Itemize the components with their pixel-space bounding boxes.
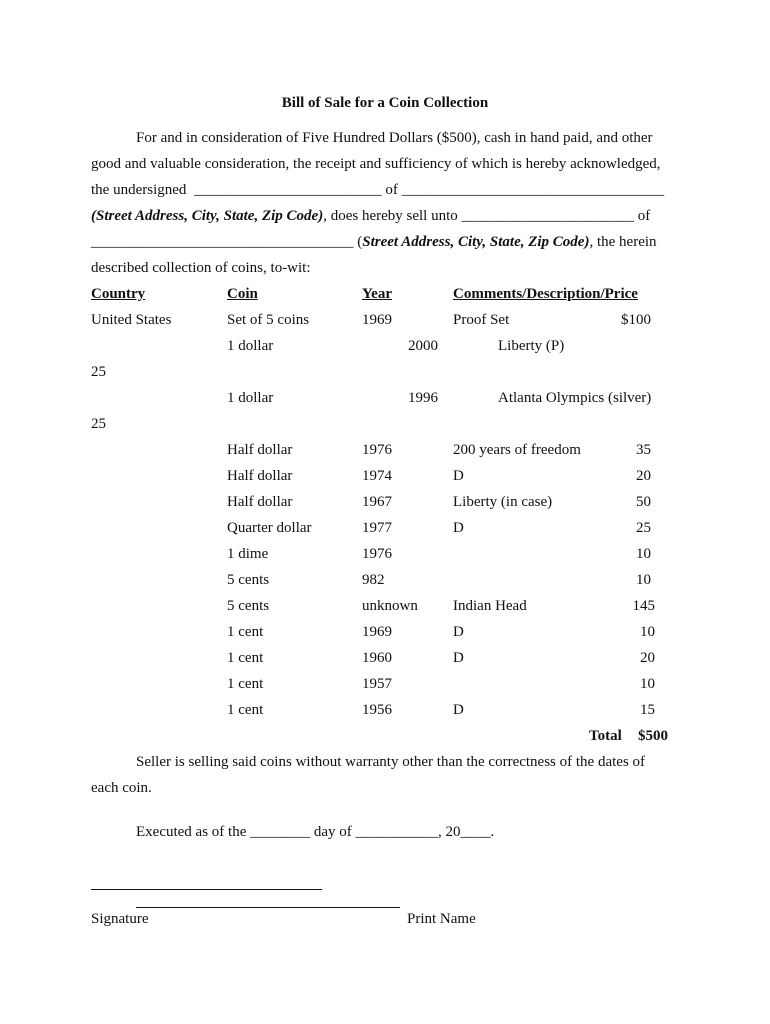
- row-price: 15: [640, 702, 655, 718]
- of-label-2: of: [637, 208, 651, 224]
- row-coin: 1 cent: [227, 650, 264, 666]
- intro-line-3: [91, 181, 664, 199]
- row-price: 20: [636, 468, 651, 484]
- header-country: Country: [91, 286, 146, 302]
- row-price: 10: [636, 572, 651, 588]
- row-description: Proof Set: [453, 312, 510, 328]
- row-price: 145: [632, 598, 655, 614]
- row-coin: Half dollar: [227, 494, 293, 510]
- warranty-line-1: Seller is selling said coins without warranty other than the correctness of the dates of: [136, 754, 646, 770]
- row-description: D: [453, 468, 464, 484]
- seller-name-blank[interactable]: _________________________: [194, 182, 382, 198]
- row-year: 1974: [362, 468, 392, 484]
- signature-label: Signature: [91, 911, 149, 927]
- row-description: Indian Head: [453, 598, 527, 614]
- undersigned-label: the undersigned: [91, 182, 187, 198]
- row-year: 1976: [362, 442, 392, 458]
- row-coin: 1 dime: [227, 546, 269, 562]
- row-year: 1967: [362, 494, 392, 510]
- address-hint-2: Street Address, City, State, Zip Code): [362, 234, 590, 250]
- row-year: 1996: [408, 390, 438, 406]
- row-coin: 1 dollar: [227, 338, 274, 354]
- buyer-name-blank[interactable]: _______________________: [461, 208, 635, 224]
- herein-label: , the herein: [589, 234, 657, 250]
- row-description: Atlanta Olympics (silver): [498, 390, 652, 406]
- row-coin: 1 cent: [227, 702, 264, 718]
- intro-line-5: [91, 233, 657, 251]
- document-title: Bill of Sale for a Coin Collection: [281, 95, 489, 111]
- total-value: $500: [638, 728, 668, 744]
- header-comments: Comments/Description/Price: [453, 286, 638, 302]
- intro-line-6: described collection of coins, to-wit:: [91, 260, 311, 276]
- executed-date-line[interactable]: Executed as of the ________ day of ___________, 20____.: [136, 824, 495, 840]
- row-price: 10: [640, 624, 655, 640]
- signature-line[interactable]: [91, 889, 322, 890]
- row-coin: 1 cent: [227, 676, 264, 692]
- row-description: D: [453, 624, 464, 640]
- row-price: 25: [636, 520, 651, 536]
- seller-address-blank[interactable]: ___________________________________: [401, 182, 665, 198]
- total-label: Total: [589, 728, 622, 744]
- intro-line-1: For and in consideration of Five Hundred Dollars ($500), cash in hand paid, and other: [136, 130, 653, 146]
- header-coin: Coin: [227, 286, 258, 302]
- row-description: D: [453, 520, 464, 536]
- row-year: 1969: [362, 624, 392, 640]
- address-hint-1: (Street Address, City, State, Zip Code): [91, 208, 324, 224]
- intro-line-4: [91, 207, 650, 225]
- row-year: 1957: [362, 676, 392, 692]
- row-price: 25: [91, 416, 106, 432]
- row-coin: Half dollar: [227, 468, 293, 484]
- of-label: of: [385, 182, 398, 198]
- row-coin: 1 dollar: [227, 390, 274, 406]
- row-coin: 5 cents: [227, 598, 270, 614]
- row-price: 10: [636, 546, 651, 562]
- row-description: 200 years of freedom: [453, 442, 581, 458]
- row-year: 982: [362, 572, 385, 588]
- row-year: 1956: [362, 702, 392, 718]
- header-year: Year: [362, 286, 392, 302]
- row-year: 1977: [362, 520, 392, 536]
- buyer-address-blank[interactable]: ___________________________________: [91, 234, 354, 250]
- row-price: 35: [636, 442, 651, 458]
- row-price: 20: [640, 650, 655, 666]
- row-coin: Quarter dollar: [227, 520, 312, 536]
- row-coin: Half dollar: [227, 442, 293, 458]
- row-country: United States: [91, 312, 172, 328]
- row-price: 50: [636, 494, 651, 510]
- row-description: Liberty (in case): [453, 494, 553, 510]
- row-price: $100: [621, 312, 651, 328]
- row-price: 10: [640, 676, 655, 692]
- print-name-label: Print Name: [407, 911, 476, 927]
- print-name-line[interactable]: [136, 907, 400, 908]
- row-description: D: [453, 702, 464, 718]
- row-coin: 1 cent: [227, 624, 264, 640]
- intro-line-2: good and valuable consideration, the receipt and sufficiency of which is hereby acknowledged,: [91, 156, 661, 172]
- row-coin: Set of 5 coins: [227, 312, 310, 328]
- row-description: Liberty (P): [498, 338, 565, 354]
- row-price: 25: [91, 364, 106, 380]
- paren-open: (: [357, 234, 363, 250]
- row-year: 1960: [362, 650, 392, 666]
- warranty-line-2: each coin.: [91, 780, 152, 796]
- sell-unto-label: , does hereby sell unto: [323, 208, 458, 224]
- row-coin: 5 cents: [227, 572, 270, 588]
- row-year: 1969: [362, 312, 392, 328]
- row-description: D: [453, 650, 464, 666]
- row-year: 2000: [408, 338, 438, 354]
- row-year: 1976: [362, 546, 392, 562]
- row-year: unknown: [362, 598, 418, 614]
